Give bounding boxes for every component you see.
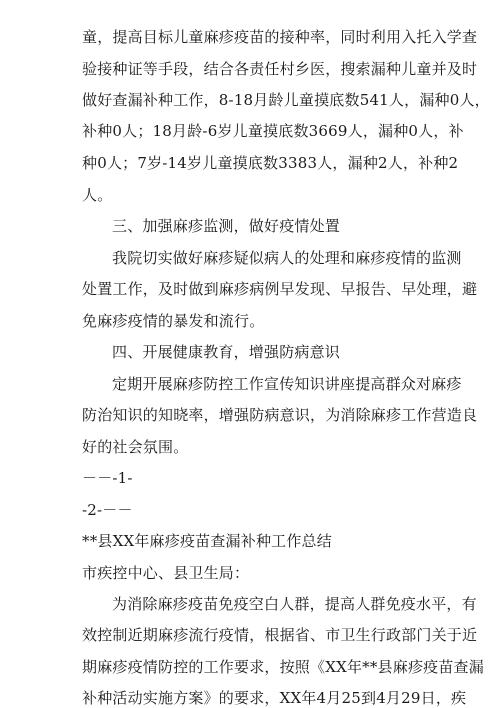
body-text-line: 免麻疹疫情的暴发和流行。 xyxy=(82,312,265,330)
body-text-line: 处置工作，及时做到麻疹病例早发现、早报告、早处理，避 xyxy=(82,280,478,298)
body-text-line: 童，提高目标儿童麻疹疫苗的接种率，同时利用入托入学查 xyxy=(82,28,478,46)
body-text-line: 效控制近期麻疹流行疫情，根据省、市卫生行政部门关于近 xyxy=(82,626,478,644)
body-text-line: 定期开展麻疹防控工作宣传知识讲座提高群众对麻疹 xyxy=(112,375,462,393)
body-text-line: 做好查漏补种工作，8-18月龄儿童摸底数541人，漏种0人， xyxy=(82,91,490,109)
body-text-line: 验接种证等手段，结合各责任村乡医，搜索漏种儿童并及时 xyxy=(82,60,478,78)
section-heading: 三、加强麻疹监测，做好疫情处置 xyxy=(112,217,341,235)
body-text-line: 补种活动实施方案》的要求，XX年4月25到4月29日，疾 xyxy=(82,689,467,707)
salutation: 市疾控中心、县卫生局： xyxy=(82,564,250,582)
body-text-line: 为消除麻疹疫苗免疫空白人群，提高人群免疫水平，有 xyxy=(112,595,477,613)
body-text-line: 人。 xyxy=(82,186,113,204)
section-heading: 四、开展健康教育，增强防病意识 xyxy=(112,343,341,361)
body-text-line: 补种0人；18月龄-6岁儿童摸底数3669人，漏种0人，补 xyxy=(82,122,464,140)
page-number: －－-1- xyxy=(82,469,133,487)
page-number: -2-－－ xyxy=(82,501,133,519)
document-title: **县XX年麻疹疫苗查漏补种工作总结 xyxy=(82,532,332,550)
body-text-line: 好的社会氛围。 xyxy=(82,438,189,456)
body-text-line: 种0人；7岁-14岁儿童摸底数3383人，漏种2人，补种2 xyxy=(82,154,459,172)
body-text-line: 我院切实做好麻疹疑似病人的处理和麻疹疫情的监测 xyxy=(112,249,462,267)
body-text-line: 期麻疹疫情防控的工作要求，按照《XX年**县麻疹疫苗查漏 xyxy=(82,658,484,676)
body-text-line: 防治知识的知晓率，增强防病意识，为消除麻疹工作营造良 xyxy=(82,406,478,424)
